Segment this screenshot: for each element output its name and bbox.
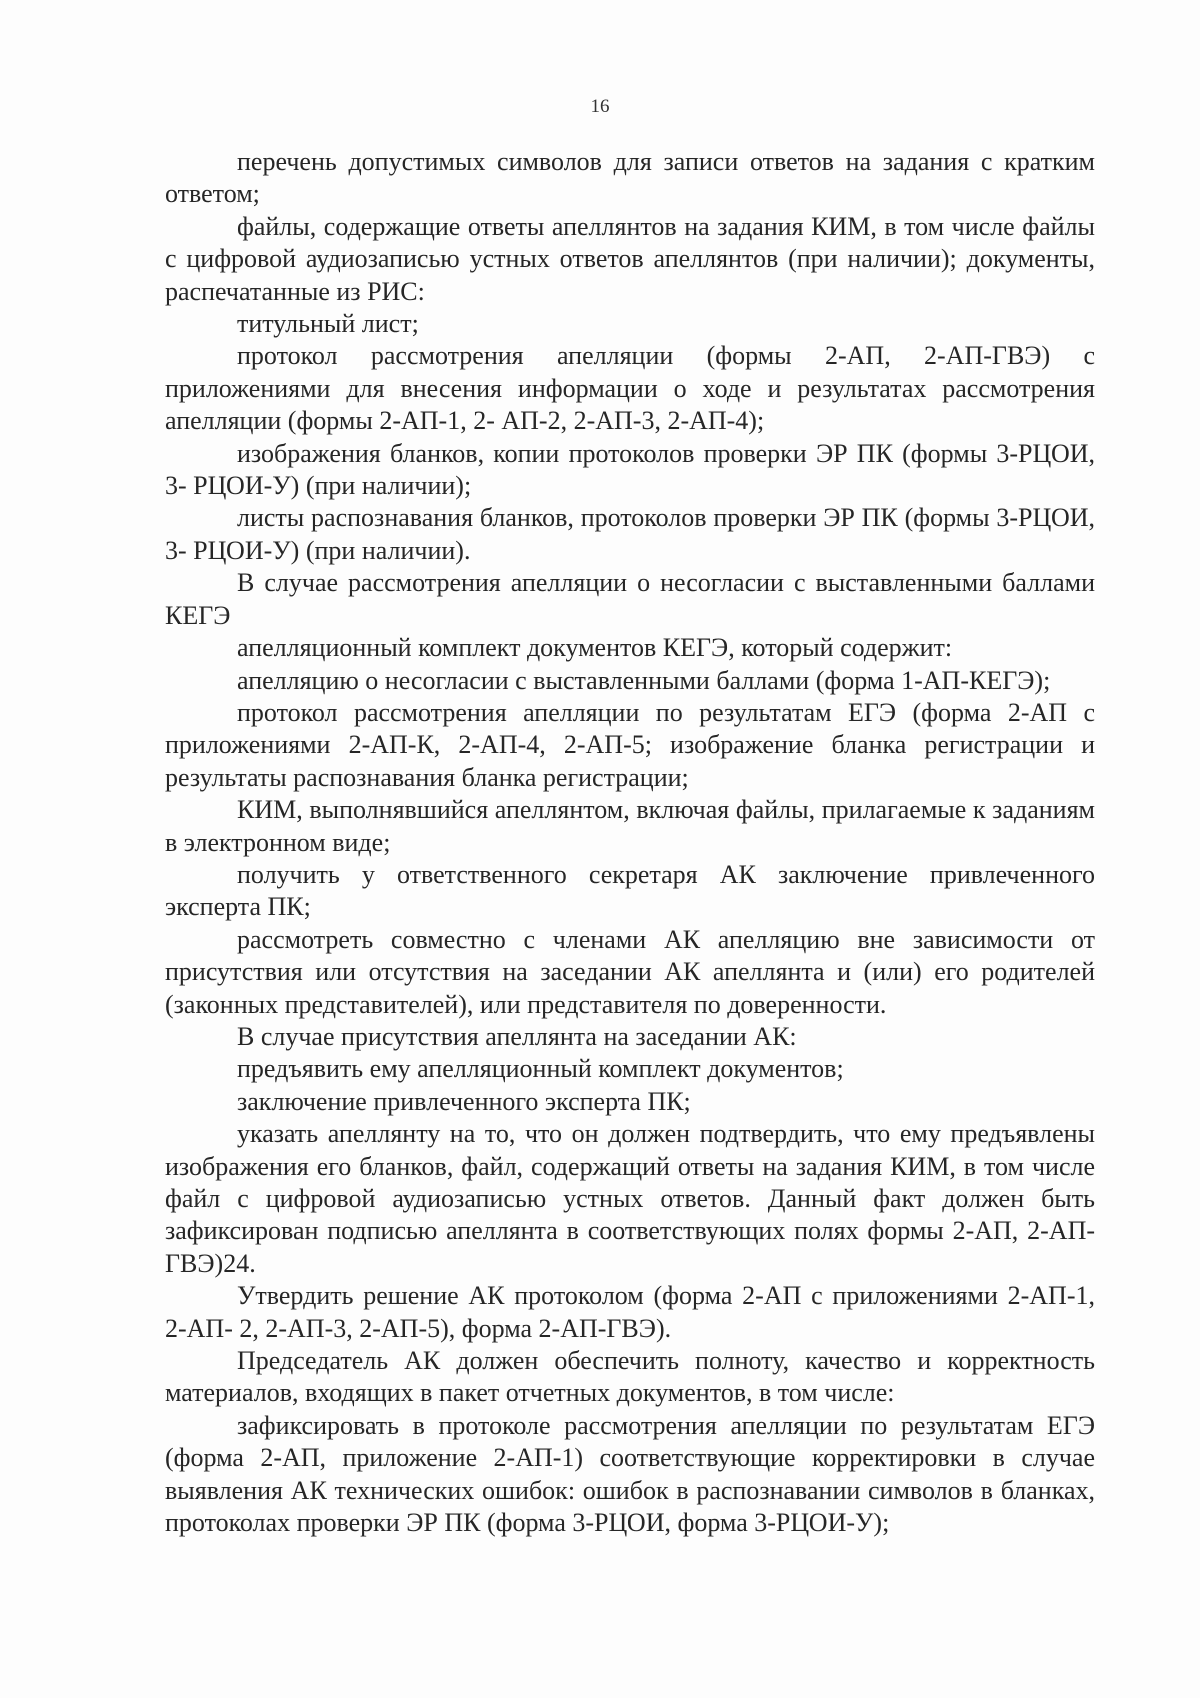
paragraph: Утвердить решение АК протоколом (форма 2-АП с приложениями 2-АП-1, 2-АП- 2, 2-АП-3, 2-АП-5), форма 2-АП-ГВЭ). [165,1281,1095,1343]
paragraph: листы распознавания бланков, протоколов проверки ЭР ПК (формы 3-РЦОИ, 3- РЦОИ-У) (при наличии). [165,503,1095,565]
paragraph: рассмотреть совместно с членами АК апелляцию вне зависимости от присутствия или отсутствия на заседании АК апеллянта и (или) его родителей (законных представителей), или представителя по доверенности. [165,924,1095,1019]
paragraph: изображения бланков, копии протоколов проверки ЭР ПК (формы 3-РЦОИ, 3- РЦОИ-У) (при наличии); [165,438,1095,501]
paragraph: протокол рассмотрения апелляции по результатам ЕГЭ (форма 2-АП с приложениями 2-АП-К, 2-АП-4, 2-АП-5; изображение бланка регистрации и результаты распознавания бланка регистрации; [165,697,1095,792]
paragraph: апелляцию о несогласии с выставленными баллами (форма 1-АП-КЕГЭ); [237,665,1051,695]
paragraph: Председатель АК должен обеспечить полноту, качество и корректность материалов, входящих в пакет отчетных документов, в том числе: [165,1346,1095,1408]
document-body [165,146,1095,1539]
paragraph: В случае присутствия апеллянта на заседании АК: [237,1021,797,1051]
paragraph: получить у ответственного секретаря АК заключение привлеченного эксперта ПК; [165,859,1095,922]
paragraph: указать апеллянту на то, что он должен подтвердить, что ему предъявлены изображения его бланков, файл, содержащий ответы на задания КИМ, в том числе файл с цифровой аудиозаписью устных ответов. Данный факт должен быть зафиксирован подписью апеллянта в соответствующих полях формы 2-АП, 2-АП-ГВЭ)24. [165,1119,1095,1278]
paragraph: предъявить ему апелляционный комплект документов; [237,1054,844,1084]
paragraph: перечень допустимых символов для записи ответов на задания с кратким ответом; [165,147,1095,209]
paragraph: КИМ, выполнявшийся апеллянтом, включая файлы, прилагаемые к заданиям в электронном виде; [165,795,1095,857]
paragraph: апелляционный комплект документов КЕГЭ, который содержит: [237,633,953,663]
paragraph: файлы, содержащие ответы апеллянтов на задания КИМ, в том числе файлы с цифровой аудиозаписью устных ответов апеллянтов (при наличии); документы, распечатанные из РИС: [165,211,1095,306]
page-number: 16 [590,96,610,117]
paragraph: зафиксировать в протоколе рассмотрения апелляции по результатам ЕГЭ (форма 2-АП, приложение 2-АП-1) соответствующие корректировки в случае выявления АК технических ошибок: ошибок в распознавании символов в бланках, протоколах проверки ЭР ПК (форма 3-РЦОИ, форма 3-РЦОИ-У); [165,1410,1095,1538]
paragraph: заключение привлеченного эксперта ПК; [237,1086,691,1116]
paragraph: В случае рассмотрения апелляции о несогласии с выставленными баллами КЕГЭ [165,568,1095,630]
paragraph: титульный лист; [237,309,419,339]
paragraph: протокол рассмотрения апелляции (формы 2-АП, 2-АП-ГВЭ) с приложениями для внесения информации о ходе и результатах рассмотрения апелляции (формы 2-АП-1, 2- АП-2, 2-АП-3, 2-АП-4); [165,341,1095,436]
